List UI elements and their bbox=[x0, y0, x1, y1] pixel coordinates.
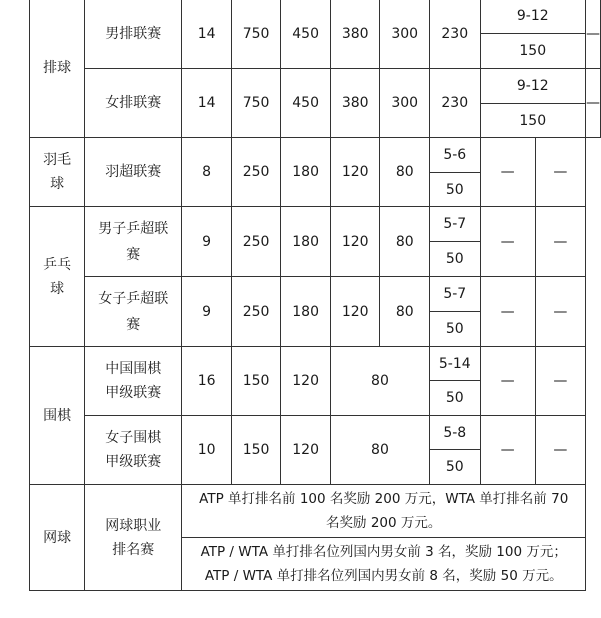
sport-volleyball: 排球 bbox=[30, 0, 85, 138]
reward-cell: 80 bbox=[380, 138, 430, 207]
reward-cell: 180 bbox=[281, 277, 331, 347]
reward-cell: 120 bbox=[330, 207, 380, 277]
rank-range: 5-7 bbox=[430, 207, 481, 242]
dash-cell: — bbox=[535, 138, 585, 207]
reward-cell: 120 bbox=[281, 416, 331, 485]
dash-cell: — bbox=[480, 347, 535, 416]
reward-cell: 380 bbox=[330, 69, 380, 138]
team-count: 10 bbox=[182, 416, 231, 485]
range-reward: 50 bbox=[430, 173, 481, 207]
league-name: 羽超联赛 bbox=[85, 138, 182, 207]
reward-cell: 250 bbox=[231, 138, 281, 207]
range-reward: 150 bbox=[480, 104, 585, 138]
reward-cell: 250 bbox=[231, 277, 281, 347]
reward-cell: 80 bbox=[330, 347, 429, 416]
reward-cell: 120 bbox=[281, 347, 331, 416]
rank-range: 9-12 bbox=[480, 69, 585, 104]
team-count: 16 bbox=[182, 347, 231, 416]
reward-cell: 750 bbox=[231, 0, 281, 69]
range-reward: 50 bbox=[430, 450, 481, 485]
team-count: 8 bbox=[182, 138, 231, 207]
reward-cell: 380 bbox=[330, 0, 380, 69]
league-name: 女子乒超联 赛 bbox=[85, 277, 182, 347]
sport-badminton: 羽毛 球 bbox=[30, 138, 85, 207]
table-row bbox=[30, 485, 601, 538]
range-reward: 50 bbox=[430, 242, 481, 277]
dash-cell: — bbox=[480, 138, 535, 207]
table-row bbox=[30, 0, 601, 34]
rank-range: 9-12 bbox=[480, 0, 585, 34]
sport-table-tennis: 乒乓 球 bbox=[30, 207, 85, 347]
dash-cell: — bbox=[535, 347, 585, 416]
reward-cell: 80 bbox=[380, 277, 430, 347]
league-name: 男排联赛 bbox=[85, 0, 182, 69]
table-row bbox=[30, 277, 601, 312]
table-row bbox=[30, 207, 601, 242]
reward-cell: 300 bbox=[380, 69, 430, 138]
dash-cell: — bbox=[480, 416, 535, 485]
sport-tennis: 网球 bbox=[30, 485, 85, 591]
reward-cell: 120 bbox=[330, 277, 380, 347]
reward-cell: 230 bbox=[430, 0, 481, 69]
dash-cell: — bbox=[535, 207, 585, 277]
team-count: 9 bbox=[182, 207, 231, 277]
rank-range: 5-14 bbox=[430, 347, 481, 381]
dash-cell: — bbox=[535, 277, 585, 347]
league-name: 中国围棋 甲级联赛 bbox=[85, 347, 182, 416]
rank-range: 5-8 bbox=[430, 416, 481, 450]
dash-cell: — bbox=[480, 277, 535, 347]
reward-cell: 180 bbox=[281, 207, 331, 277]
league-name: 男子乒超联 赛 bbox=[85, 207, 182, 277]
reward-table bbox=[29, 0, 601, 591]
table-row bbox=[30, 347, 601, 381]
range-reward: 50 bbox=[430, 312, 481, 347]
table-row bbox=[30, 416, 601, 450]
league-name: 女子围棋 甲级联赛 bbox=[85, 416, 182, 485]
reward-cell: 180 bbox=[281, 138, 331, 207]
dash-cell: — bbox=[586, 0, 601, 69]
reward-cell: 120 bbox=[330, 138, 380, 207]
dash-cell: — bbox=[535, 416, 585, 485]
sport-go: 围棋 bbox=[30, 347, 85, 485]
rank-range: 5-6 bbox=[430, 138, 481, 173]
reward-cell: 230 bbox=[430, 69, 481, 138]
tennis-rule: ATP / WTA 单打排名位列国内男女前 3 名，奖励 100 万元； ATP / WTA 单打排名位列国内男女前 8 名，奖励 50 万元。 bbox=[182, 538, 586, 591]
reward-cell: 80 bbox=[380, 207, 430, 277]
tennis-rule: ATP 单打排名前 100 名奖励 200 万元，WTA 单打排名前 70 名奖励 200 万元。 bbox=[182, 485, 586, 538]
table-row bbox=[30, 69, 601, 104]
table-row bbox=[30, 138, 601, 173]
reward-cell: 450 bbox=[281, 0, 331, 69]
dash-cell: — bbox=[480, 207, 535, 277]
range-reward: 150 bbox=[480, 34, 585, 69]
reward-cell: 450 bbox=[281, 69, 331, 138]
reward-cell: 750 bbox=[231, 69, 281, 138]
league-name: 女排联赛 bbox=[85, 69, 182, 138]
reward-cell: 250 bbox=[231, 207, 281, 277]
dash-cell: — bbox=[586, 69, 601, 138]
team-count: 9 bbox=[182, 277, 231, 347]
league-name: 网球职业 排名赛 bbox=[85, 485, 182, 591]
range-reward: 50 bbox=[430, 381, 481, 416]
team-count: 14 bbox=[182, 0, 231, 69]
team-count: 14 bbox=[182, 69, 231, 138]
reward-cell: 80 bbox=[330, 416, 429, 485]
reward-cell: 150 bbox=[231, 416, 281, 485]
reward-cell: 300 bbox=[380, 0, 430, 69]
reward-cell: 150 bbox=[231, 347, 281, 416]
rank-range: 5-7 bbox=[430, 277, 481, 312]
